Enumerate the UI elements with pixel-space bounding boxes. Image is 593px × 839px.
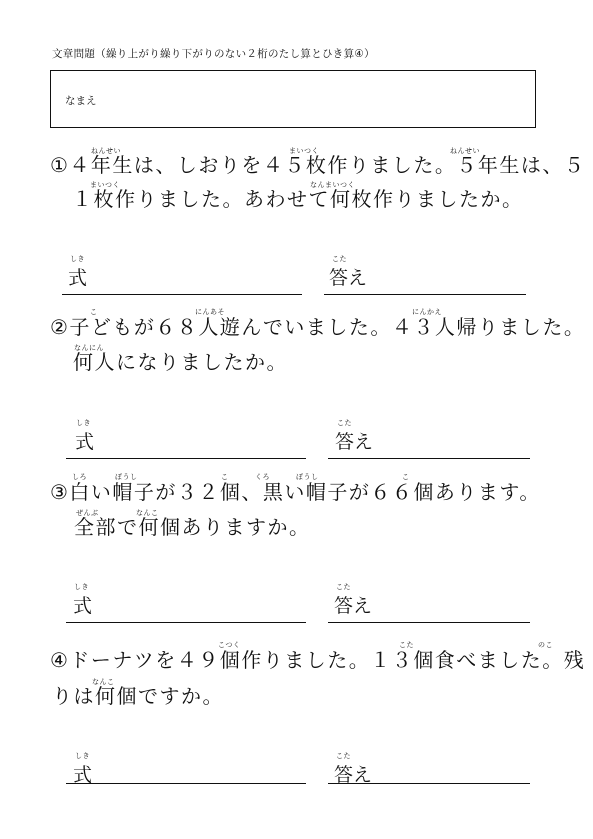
ruby-text: こた (337, 419, 352, 427)
ruby-text: しろ (72, 473, 87, 481)
ruby-text: まいつく (289, 147, 319, 155)
ruby-text: にんかえ (412, 308, 442, 316)
ruby-text: くろ (255, 473, 270, 481)
answer-line[interactable] (328, 458, 530, 459)
question-1-line-2: １枚作りました。あわせて何枚作りましたか。 (72, 187, 524, 211)
formula-line[interactable] (66, 458, 306, 459)
question-4-line-1: ④ドーナツを４９個作りました。１３個食べました。残 (50, 648, 586, 672)
answer-line[interactable] (328, 622, 530, 623)
ruby-text: しき (70, 255, 85, 263)
ruby-text: ぼうし (296, 473, 319, 481)
ruby-text: にんあそ (195, 308, 225, 316)
formula-label: 式 (68, 267, 88, 289)
formula-line[interactable] (66, 622, 306, 623)
ruby-text: こ (90, 308, 98, 316)
ruby-text: ぜんぶ (76, 509, 99, 517)
formula-label: 式 (75, 431, 95, 453)
ruby-text: なんこ (136, 509, 159, 517)
question-2-line-2: 何人になりましたか。 (73, 350, 288, 374)
formula-line[interactable] (66, 783, 306, 784)
ruby-text: なんこ (92, 678, 115, 686)
answer-label: 答え (335, 431, 374, 453)
answer-label: 答え (334, 595, 373, 617)
answer-line[interactable] (324, 294, 526, 295)
question-2-line-1: ②子どもが６８人遊んでいました。４３人帰りました。 (50, 315, 586, 339)
ruby-text: こた (399, 641, 414, 649)
answer-label: 答え (334, 764, 373, 786)
answer-line[interactable] (328, 783, 530, 784)
formula-label: 式 (73, 764, 93, 786)
ruby-text: ねんせい (91, 147, 121, 155)
ruby-text: こつく (218, 641, 241, 649)
question-3-line-1: ③白い帽子が３２個、黒い帽子が６６個あります。 (50, 480, 541, 504)
question-1-line-1: ①４年生は、しおりを４５枚作りました。５年生は、５ (50, 153, 586, 177)
ruby-text: しき (74, 583, 89, 591)
worksheet-title: 文章問題（繰り上がり繰り下がりのない２桁のたし算とひき算④） (52, 48, 375, 60)
ruby-text: のこ (538, 641, 553, 649)
name-label: なまえ (65, 95, 97, 107)
answer-label: 答え (329, 267, 368, 289)
ruby-text: ぼうし (115, 473, 138, 481)
ruby-text: なんにん (74, 344, 104, 352)
formula-label: 式 (73, 595, 93, 617)
formula-line[interactable] (62, 294, 302, 295)
ruby-text: こた (336, 583, 351, 591)
name-box[interactable] (50, 70, 536, 128)
ruby-text: まいつく (90, 181, 120, 189)
ruby-text: ねんせい (450, 147, 480, 155)
question-4-line-2: りは何個ですか。 (52, 684, 224, 708)
ruby-text: こ (221, 473, 229, 481)
ruby-text: こた (332, 255, 347, 263)
ruby-text: しき (75, 752, 90, 760)
ruby-text: こた (336, 752, 351, 760)
ruby-text: しき (76, 419, 91, 427)
ruby-text: こ (402, 473, 410, 481)
ruby-text: なんまいつく (310, 181, 355, 189)
question-3-line-2: 全部で何個ありますか。 (74, 515, 311, 539)
